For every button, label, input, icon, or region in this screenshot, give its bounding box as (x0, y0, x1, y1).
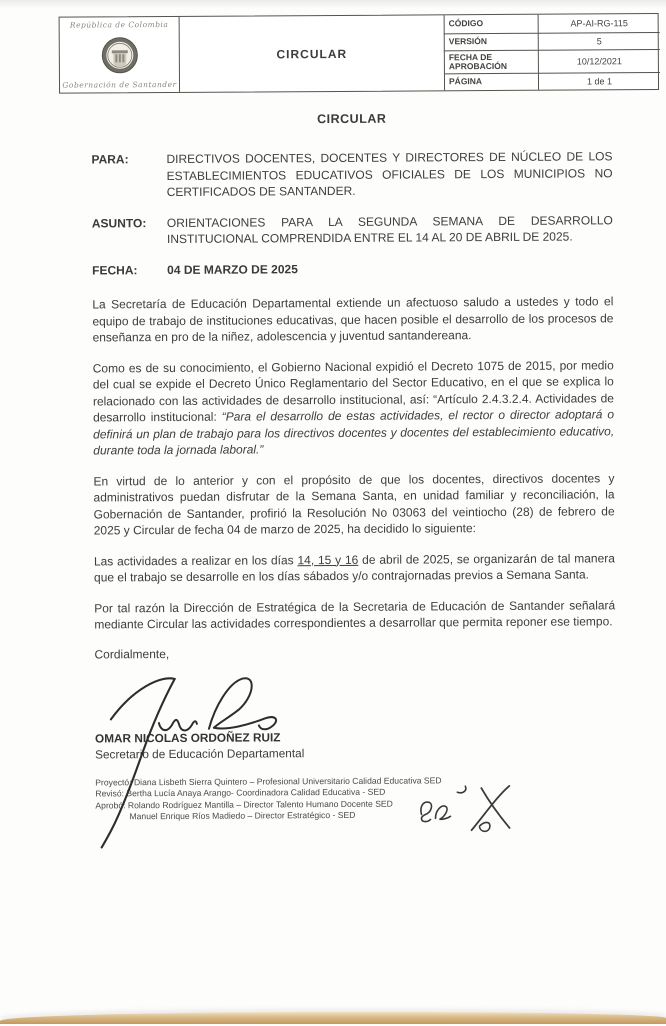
paragraph-activities (94, 550, 615, 586)
governorate-label: Gobernación de Santander (62, 79, 177, 90)
footer-aprobo-2: Manuel Enrique Ríos Madiedo – Director Estratégico - SED (129, 810, 356, 822)
field-asunto (92, 212, 613, 248)
field-asunto-value: ORIENTACIONES PARA LA SEGUNDA SEMANA DE DESARROLLO INSTITUCIONAL COMPRENDIDA ENTRE EL 14 AL 20 DE ABRIL DE 2025. (166, 212, 613, 247)
meta-value-version: 5 (538, 32, 660, 50)
handwritten-approval-marks-icon (383, 783, 523, 837)
paragraph-direction: Por tal razón la Dirección de Estratégica de la Secretaria de Educación de Santander señalará mediante Circular las actividades correspondientes a desarrollar que permita reponer ese tiempo. (94, 597, 616, 632)
meta-label-codigo: CÓDIGO (444, 15, 538, 34)
paragraph-activities-dates: 14, 15 y 16 (297, 552, 359, 567)
paragraph-activities-post: de abril de 2025, se organizarán de tal manera que el trabajo se desarrolle en los días sábados y/o contrajornadas previos a Semana Santa. (93, 550, 615, 585)
paper-bottom-edge (0, 1012, 666, 1024)
field-fecha-value: 04 DE MARZO DE 2025 (167, 261, 298, 277)
footer-aprobo: Aprobó: Rolando Rodríguez Mantilla – Director Talento Humano Docente SED (95, 798, 393, 811)
field-para (91, 148, 612, 201)
handwritten-signature-icon (81, 666, 332, 863)
paragraph-decree (93, 357, 615, 459)
meta-value-pagina: 1 de 1 (538, 72, 660, 90)
paragraph-decree-quote: “Para el desarrollo de estas actividades, el rector o director adoptará o definirá un plan de trabajo para los directivos docentes y docentes del establecimiento educativo, durante toda la jornada laboral.” (93, 407, 615, 458)
meta-label-fecha-aprobacion: FECHA DE APROBACIÓN (444, 50, 538, 74)
field-fecha-label: FECHA: (92, 262, 138, 277)
paragraph-activities-pre: Las actividades a realizar en los días (93, 552, 298, 568)
field-para-label: PARA: (91, 152, 129, 167)
meta-label-version: VERSIÓN (444, 33, 538, 51)
republic-label: República de Colombia (69, 19, 169, 30)
field-asunto-label: ASUNTO: (91, 215, 147, 230)
signature-block (95, 670, 617, 791)
header-title: CIRCULAR (179, 15, 444, 92)
field-para-value: DIRECTIVOS DOCENTES, DOCENTES Y DIRECTORES DE NÚCLEO DE LOS ESTABLECIMIENTOS EDUCATIVOS OFICIALES DE LOS MUNICIPIOS NO CERTIFICADOS DE SANTANDER. (166, 149, 613, 200)
letter-body (0, 102, 666, 824)
field-fecha (92, 259, 613, 279)
document-title: CIRCULAR (317, 111, 387, 127)
logo-cell (60, 17, 179, 93)
meta-value-fecha-aprobacion: 10/12/2021 (538, 49, 660, 73)
paragraph-greeting: La Secretaría de Educación Departamental extiende un afectuoso saludo a ustedes y todo el equipo de trabajo de instituciones educativas, que hacen posible el desarrollo de los procesos de enseñanza en pro de la niñez, adolescencia y juventud santandereana. (92, 294, 614, 345)
government-seal-icon (100, 36, 138, 74)
header-table (59, 13, 659, 94)
meta-value-codigo: AP-AI-RG-115 (538, 14, 660, 33)
footer-proyecto: Proyectó: Diana Lisbeth Sierra Quintero – Profesional Universitario Calidad Educativa SED (95, 774, 442, 787)
meta-label-pagina: PÁGINA (444, 73, 538, 91)
signer-name: OMAR NICOLAS ORDOÑEZ RUIZ (94, 729, 281, 745)
footer-reviso: Revisó: Bertha Lucía Anaya Arango- Coordinadora Calidad Educativa - SED (95, 786, 386, 799)
closing-salutation: Cordialmente, (94, 646, 170, 661)
signer-title: Secretario de Educación Departamental (95, 745, 305, 761)
paragraph-decree-normal: Como es de su conocimiento, el Gobierno Nacional expidió el Decreto 1075 de 2015, por medio del cual se expide el Decreto Único Reglamentario del Sector Educativo, en el que se explica lo relacionado con las actividades de desarrollo institucional, así: “Artículo 2.4.3.2.4. Actividades de desarrollo institucional: (92, 357, 614, 425)
paragraph-resolution: En virtud de lo anterior y con el propósito de que los docentes, directivos docentes y administrativos puedan disfrutar de la Semana Santa, en unidad familiar y reconciliación, la Gobernación de Santander, profirió la Resolución No 03063 del veintiocho (28) de febrero de 2025 y Circular de fecha 04 de marzo de 2025, ha decidido lo siguiente: (93, 470, 615, 538)
